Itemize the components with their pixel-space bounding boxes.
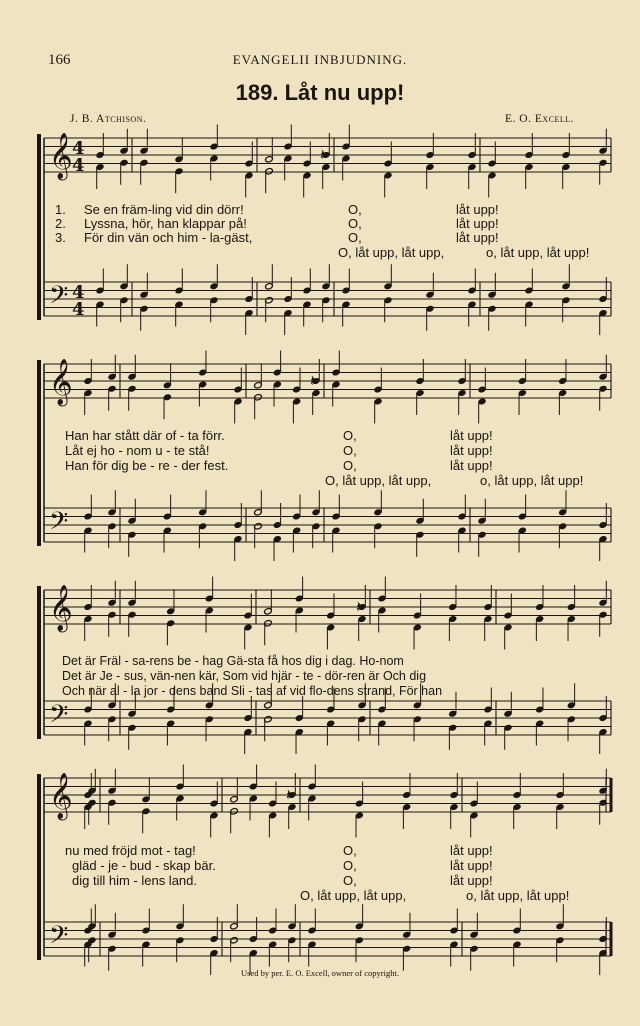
lyric-s2-v3-end: låt upp! (450, 458, 493, 473)
lyric-s1-v1-num: 1. (55, 202, 66, 217)
lyric-s3-v2-line: Det är Je - sus, vän-nen kär, Som vid hjär - te - dör-ren är Och dig (62, 669, 427, 683)
lyric-s2-v1-end: låt upp! (450, 428, 493, 443)
lyric-s4-v2-o: O, (343, 858, 357, 873)
lyric-s4-v2-end: låt upp! (450, 858, 493, 873)
bass-clef: 𝄢 (49, 507, 69, 542)
lyric-s2-v2-o: O, (343, 443, 357, 458)
rest-symbol: 𝄽 (286, 785, 291, 804)
lyric-s1-v2-num: 2. (55, 216, 66, 231)
rest-symbol: 𝄽 (310, 371, 315, 390)
time-signature-bottom: 4 (72, 299, 85, 320)
lyric-s2-refrain-b: o, låt upp, låt upp! (480, 473, 584, 488)
treble-clef: 𝄞 (49, 359, 73, 405)
hymn-composer: E. O. Excell. (505, 113, 575, 125)
lyric-s3-v1-line: Det är Fräl - sa-rens be - hag Gä-sta få hos dig i dag. Ho-nom (62, 654, 404, 668)
lyric-s1-v2-line: Lyssna, hör, han klappar på! (84, 216, 247, 231)
lyric-s4-v3-o: O, (343, 873, 357, 888)
lyric-s4-refrain-a: O, låt upp, låt upp, (300, 888, 407, 903)
lyric-s4-v1-line: nu med fröjd mot - tag! (65, 843, 196, 858)
treble-clef: 𝄞 (49, 773, 73, 819)
lyric-s1-v2-end: låt upp! (456, 216, 499, 231)
lyric-s4-v3-end: låt upp! (450, 873, 493, 888)
lyric-s2-v3-o: O, (343, 458, 357, 473)
lyric-s4-v3-line: dig till him - lens land. (72, 873, 197, 888)
lyric-s1-v1-end: låt upp! (456, 202, 499, 217)
rest-symbol: 𝄽 (320, 145, 325, 164)
lyric-s4-refrain-b: o, låt upp, låt upp! (466, 888, 570, 903)
treble-clef: 𝄞 (49, 133, 73, 179)
lyric-s1-v1-line: Se en främ-ling vid din dörr! (84, 202, 244, 217)
lyric-s4-v1-o: O, (343, 843, 357, 858)
lyric-s1-v3-line: För din vän och him - la-gäst, (84, 230, 253, 245)
bass-clef: 𝄢 (49, 281, 69, 316)
lyric-s2-v2-end: låt upp! (450, 443, 493, 458)
lyric-s2-v2-line: Låt ej ho - nom u - te stå! (65, 443, 210, 458)
bass-clef: 𝄢 (49, 700, 69, 735)
page-number: 166 (48, 52, 71, 68)
rest-symbol: 𝄽 (356, 597, 361, 616)
lyric-s4-v1-end: låt upp! (450, 843, 493, 858)
hymn-title: 189. Låt nu upp! (235, 80, 405, 105)
lyric-s1-refrain-b: o, låt upp, låt upp! (486, 245, 590, 260)
treble-clef: 𝄞 (49, 585, 73, 631)
lyric-s1-v3-end: låt upp! (456, 230, 499, 245)
lyric-s2-v1-line: Han har stått där of - ta förr. (65, 428, 225, 443)
running-title: EVANGELII INBJUDNING. (232, 52, 408, 67)
lyric-s1-v3-num: 3. (55, 230, 66, 245)
lyric-s4-v2-line: gläd - je - bud - skap bär. (72, 858, 216, 873)
lyric-s2-v3-line: Han för dig be - re - der fest. (65, 458, 229, 473)
lyric-s1-v2-o: O, (348, 216, 362, 231)
lyric-s1-refrain-a: O, låt upp, låt upp, (338, 245, 445, 260)
lyric-s1-v1-o: O, (348, 202, 362, 217)
lyric-s2-refrain-a: O, låt upp, låt upp, (325, 473, 432, 488)
copyright-note: Used by per. E. O. Excell, owner of copyright. (241, 968, 399, 978)
lyric-s3-v3-line: Och när al - la jor - dens band Sli - tas af vid flo-dens strand, För han (62, 684, 443, 698)
time-signature-top: 4 (72, 282, 85, 303)
lyric-s1-v3-o: O, (348, 230, 362, 245)
time-signature-bottom: 4 (72, 155, 85, 176)
bass-clef: 𝄢 (49, 921, 69, 956)
time-signature-top: 4 (72, 138, 85, 159)
hymn-author: J. B. Atchison. (70, 113, 147, 125)
lyric-s2-v1-o: O, (343, 428, 357, 443)
